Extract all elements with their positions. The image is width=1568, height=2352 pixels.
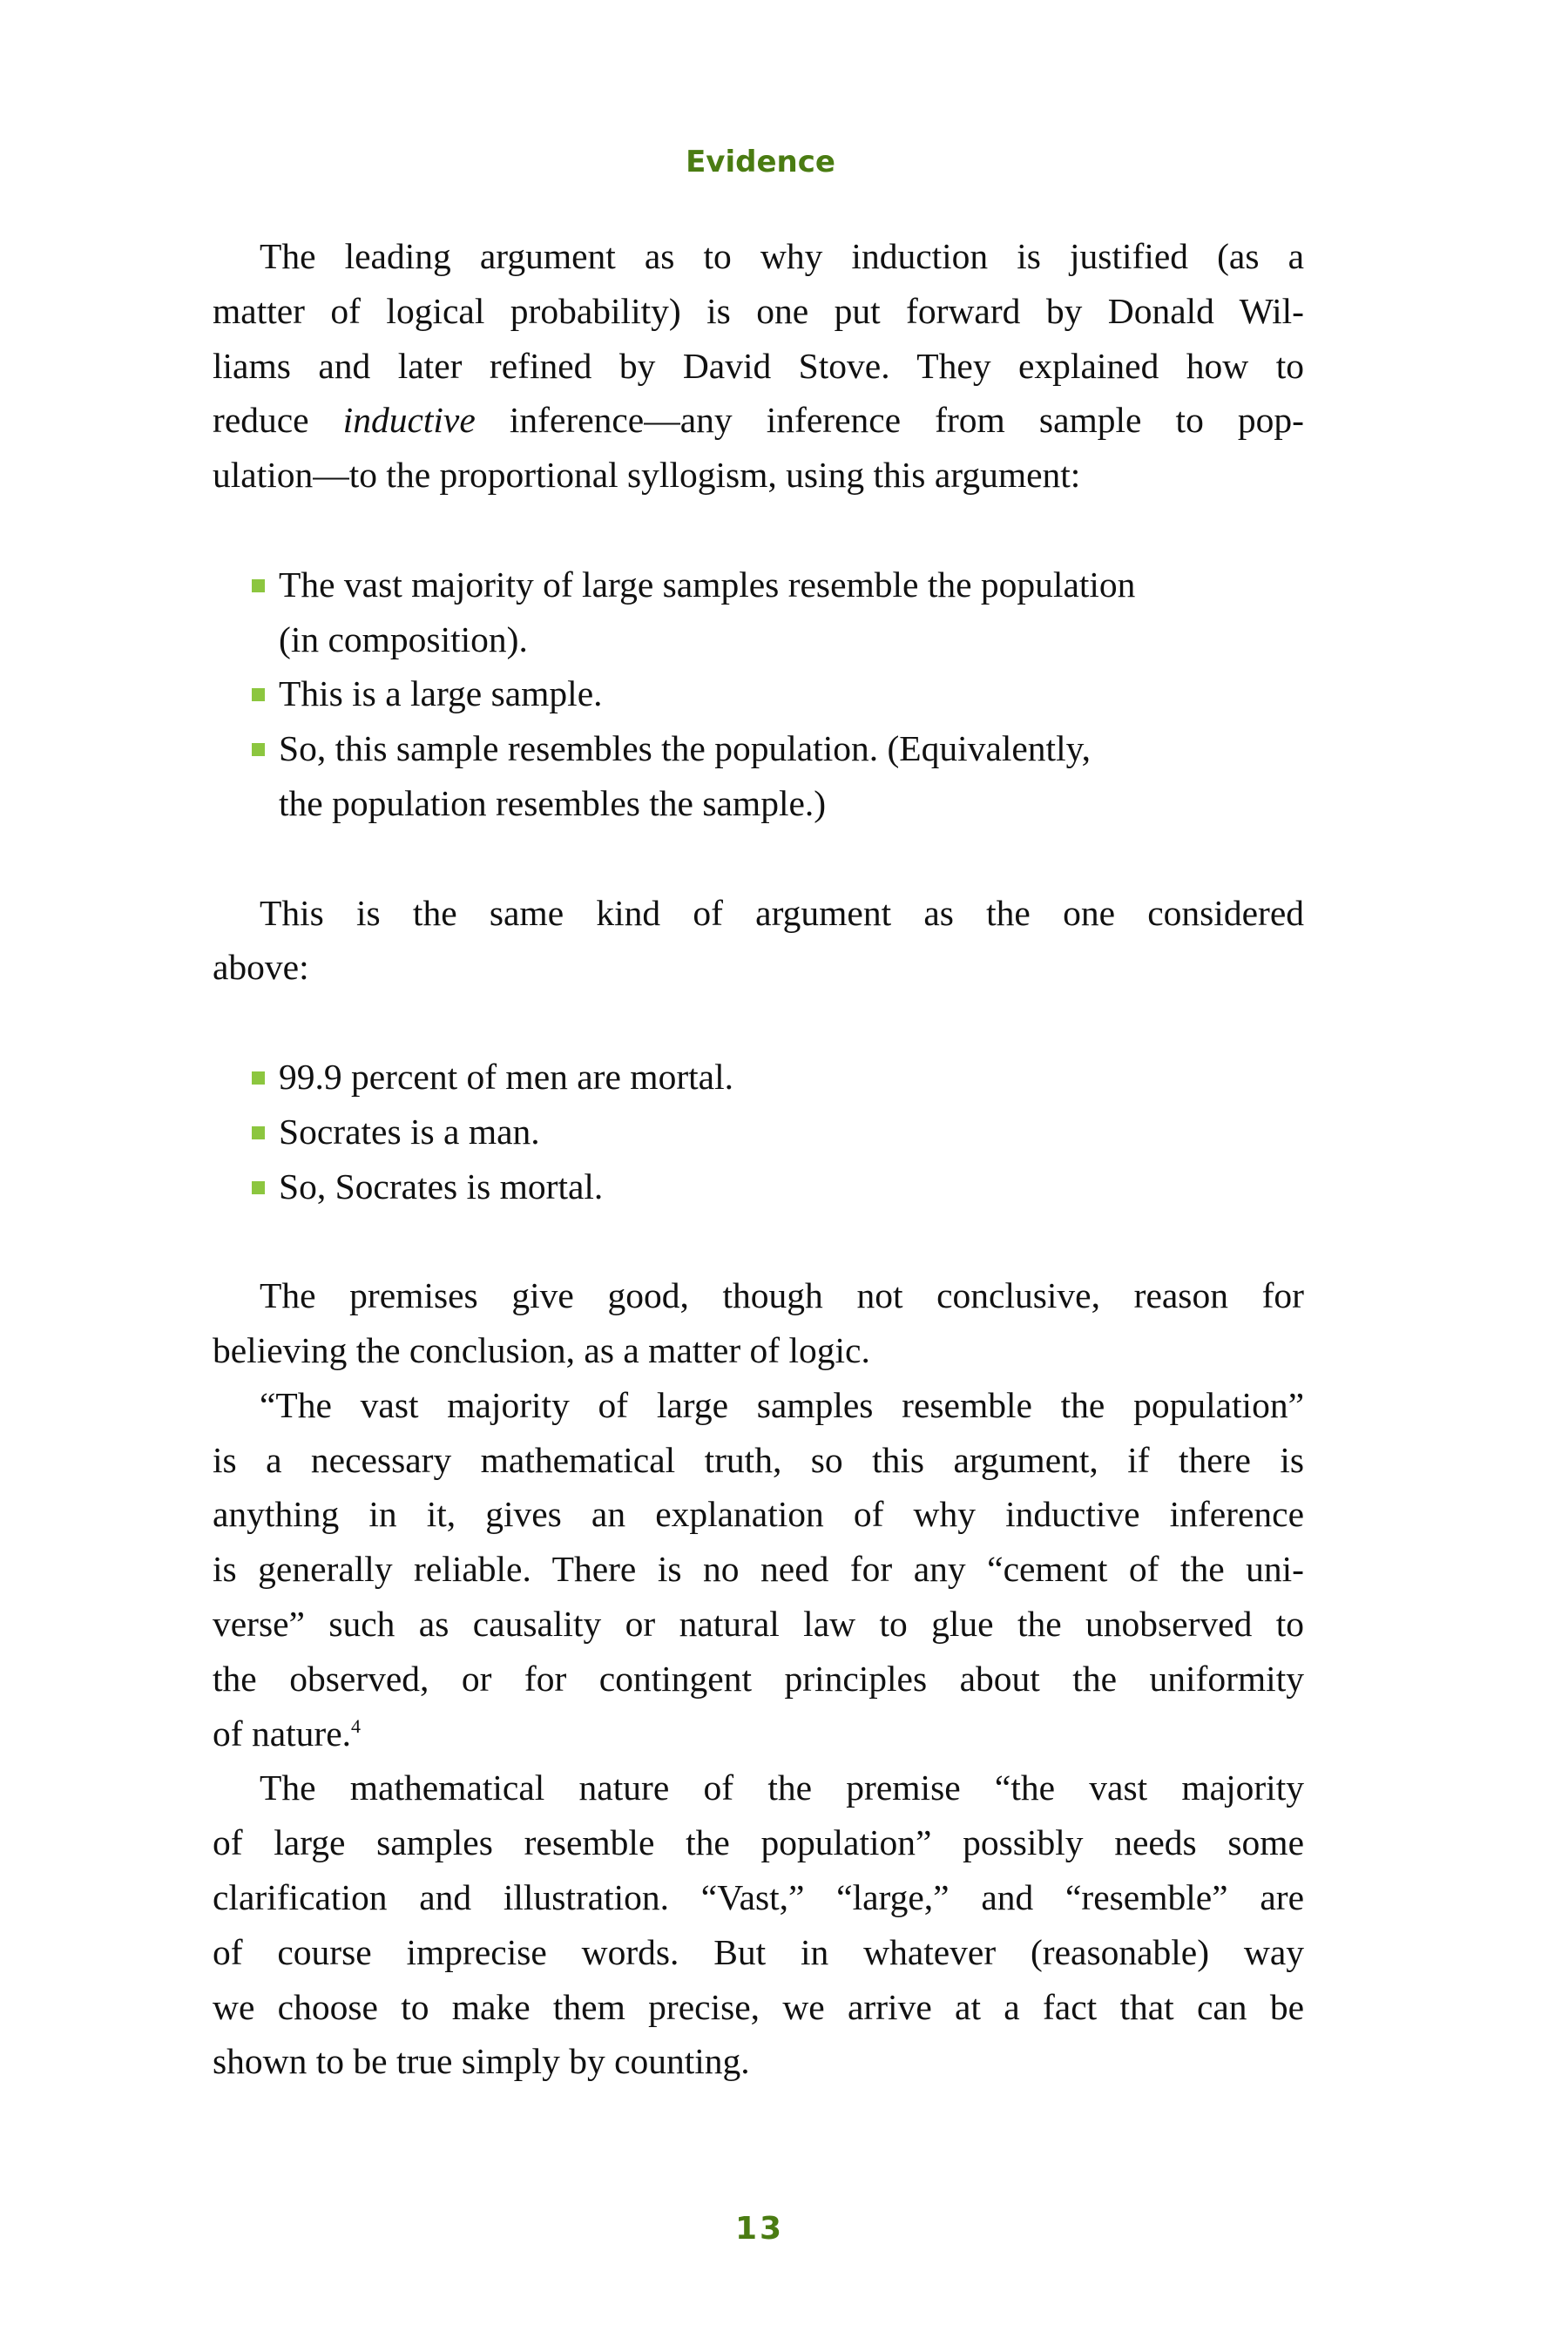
text-line: anything in it, gives an explanation of why inductive inference (213, 1494, 1304, 1535)
list-item (213, 666, 1304, 721)
paragraph-5 (213, 1761, 1304, 2089)
text-line: Socrates is a man. (279, 1111, 540, 1152)
list-item (213, 558, 1304, 667)
text-line: The premises give good, though not conclusive, reason for (260, 1275, 1304, 1316)
list-item (213, 1105, 1304, 1159)
bullet-list-2 (213, 1050, 1304, 1213)
text-line: the population resembles the sample.) (279, 782, 827, 823)
text-segment: reduce (213, 400, 343, 441)
text-line: clarification and illustration. “Vast,” “large,” and “resemble” are (213, 1876, 1304, 1917)
bullet-square-icon (252, 688, 265, 701)
text-line: shown to be true simply by counting. (213, 2041, 750, 2082)
text-line: So, this sample resembles the population. (Equivalently, (279, 728, 1092, 769)
text-line: is a necessary mathematical truth, so this argument, if there is (213, 1439, 1304, 1480)
page-number: 13 (734, 2211, 785, 2247)
italic-term: inductive (342, 400, 476, 441)
bullet-square-icon (252, 1071, 265, 1085)
bullet-square-icon (252, 743, 265, 756)
text-line: verse” such as causality or natural law to glue the unobserved to (213, 1603, 1304, 1644)
text-line: This is the same kind of argument as the one considered (260, 892, 1304, 933)
paragraph-4 (213, 1378, 1304, 1761)
bullet-list-1 (213, 558, 1304, 831)
running-header: Evidence (686, 145, 835, 179)
text-segment: of nature. (213, 1713, 352, 1754)
text-line: is generally reliable. There is no need for any “cement of the uni- (213, 1549, 1304, 1590)
text-line: matter of logical probability) is one put forward by Donald Wil- (213, 290, 1304, 331)
bullet-square-icon (252, 1181, 265, 1194)
text-line: of course imprecise words. But in whatever (reasonable) way (213, 1931, 1304, 1972)
text-line: we choose to make them precise, we arrive at a fact that can be (213, 1986, 1304, 2027)
text-line: So, Socrates is mortal. (279, 1166, 604, 1206)
text-line: of large samples resemble the population” possibly needs some (213, 1822, 1304, 1863)
text-line: The leading argument as to why induction is justified (as a (260, 236, 1304, 276)
text-line: liams and later refined by David Stove. They explained how to (213, 345, 1304, 386)
text-line: This is a large sample. (279, 673, 603, 714)
bullet-square-icon (252, 1126, 265, 1139)
list-item (213, 1159, 1304, 1214)
text-line: “The vast majority of large samples resemble the population” (260, 1384, 1304, 1425)
text-line: the observed, or for contingent principles about the uniformity (213, 1658, 1304, 1699)
bullet-square-icon (252, 579, 265, 592)
footnote-reference[interactable]: 4 (351, 1714, 362, 1737)
text-line: 99.9 percent of men are mortal. (279, 1056, 733, 1097)
paragraph-2 (213, 886, 1304, 996)
text-line (213, 1707, 1304, 1761)
text-line: ulation—to the proportional syllogism, using this argument: (213, 455, 1081, 496)
paragraph-1 (213, 229, 1304, 503)
list-item (213, 1050, 1304, 1105)
text-segment: inference—any inference from sample to pop- (475, 400, 1304, 441)
list-item (213, 721, 1304, 831)
page-body (213, 229, 1304, 2089)
text-line: The mathematical nature of the premise “the vast majority (260, 1767, 1304, 1808)
text-line: believing the conclusion, as a matter of logic. (213, 1329, 870, 1370)
text-line (213, 393, 1304, 448)
text-line: The vast majority of large samples resemble the population (279, 564, 1136, 605)
text-line: (in composition). (279, 618, 528, 659)
text-line: above: (213, 947, 309, 988)
paragraph-3 (213, 1268, 1304, 1378)
